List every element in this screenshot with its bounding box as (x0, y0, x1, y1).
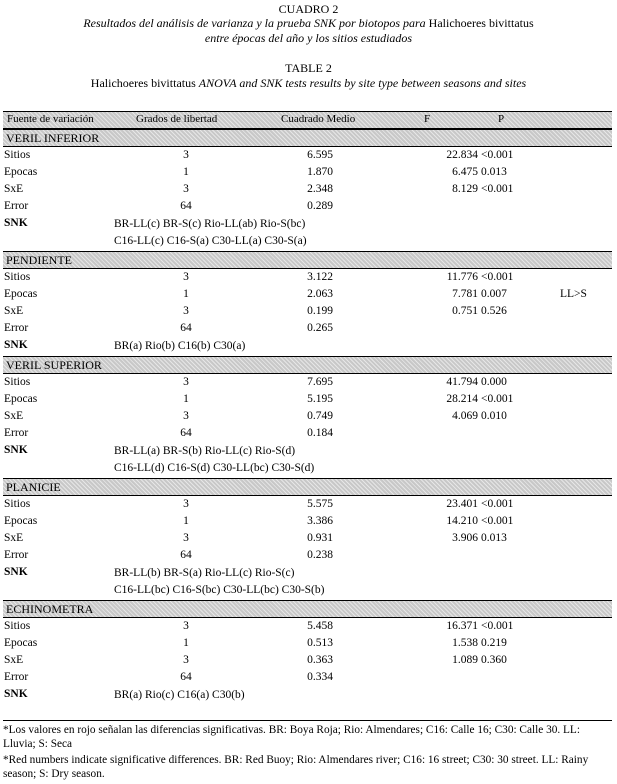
cell-ms: 0.931 (307, 532, 333, 544)
spanish-caption-line1: Resultados del análisis de varianza y la prueba SNK por biotopos para (83, 16, 426, 30)
spanish-caption-line2: entre épocas del año y los sitios estudiados (204, 31, 413, 45)
cell-f: 3.906 (452, 532, 478, 544)
cell-ms: 5.195 (307, 393, 333, 405)
snk-label: SNK (4, 566, 28, 578)
cell-df: 64 (180, 322, 192, 334)
footnote-english: *Red numbers indicate significative differences. BR: Red Buoy; Rio: Almendares river; C16: 16 street; C30: 30 street. LL: Rainy season; S: Dry season. (3, 754, 589, 780)
section-header: PENDIENTE (3, 251, 612, 269)
table-row (3, 269, 612, 286)
table-label: TABLE 2 (285, 61, 332, 75)
snk-line: C16-LL(bc) C16-S(bc) C30-LL(bc) C30-S(b) (114, 584, 325, 596)
cell-df: 3 (183, 654, 189, 666)
cell-df: 3 (183, 532, 189, 544)
snk-label: SNK (4, 444, 28, 456)
spanish-species: Halichoeres bivittatus (428, 16, 534, 30)
cell-source: Epocas (4, 515, 38, 527)
snk-block (3, 686, 612, 705)
table-row (3, 320, 612, 337)
cell-ms: 5.575 (307, 498, 333, 510)
english-species: Halichoeres bivittatus (90, 76, 196, 90)
cell-f: 23.401 (446, 498, 478, 510)
cell-ms: 0.363 (307, 654, 333, 666)
table-row (3, 496, 612, 513)
table-row (3, 181, 612, 198)
header-df: Grados de libertad (136, 113, 218, 125)
cell-df: 3 (183, 183, 189, 195)
cell-ms: 3.122 (307, 271, 333, 283)
cell-source: Error (4, 322, 29, 334)
cell-p: 0.007 (481, 288, 507, 300)
cell-p: 0.013 (481, 166, 507, 178)
cell-df: 1 (183, 288, 189, 300)
cell-ms: 3.386 (307, 515, 333, 527)
table-body (3, 129, 612, 705)
table-row (3, 147, 612, 164)
cell-source: Sitios (4, 498, 31, 510)
cell-extra: LL>S (560, 288, 587, 300)
cell-p: <0.001 (481, 515, 514, 527)
cell-source: Error (4, 671, 29, 683)
snk-label: SNK (4, 217, 28, 229)
cell-source: SxE (4, 305, 24, 317)
anova-table (3, 111, 612, 705)
table-row (3, 652, 612, 669)
spanish-caption (0, 16, 617, 31)
cell-p: <0.001 (481, 393, 514, 405)
cell-source: Sitios (4, 620, 31, 632)
cell-df: 3 (183, 149, 189, 161)
cell-ms: 0.265 (307, 322, 333, 334)
table-row (3, 391, 612, 408)
section-header: VERIL SUPERIOR (3, 356, 612, 374)
section-header: PLANICIE (3, 478, 612, 496)
cell-df: 64 (180, 200, 192, 212)
cell-f: 11.776 (446, 271, 478, 283)
cell-source: Error (4, 427, 29, 439)
cell-ms: 6.595 (307, 149, 333, 161)
cell-f: 8.129 (452, 183, 478, 195)
table-row (3, 374, 612, 391)
table-header (3, 111, 612, 129)
cell-f: 22.834 (446, 149, 478, 161)
cell-p: 0.000 (481, 376, 507, 388)
cell-p: <0.001 (481, 620, 514, 632)
cell-p: 0.013 (481, 532, 507, 544)
cell-source: Error (4, 549, 29, 561)
snk-line: BR(a) Rio(b) C16(b) C30(a) (114, 340, 246, 352)
snk-line: BR(a) Rio(c) C16(a) C30(b) (114, 689, 245, 701)
snk-block (3, 215, 612, 251)
english-caption (0, 76, 617, 91)
snk-line: BR-LL(c) BR-S(c) Rio-LL(ab) Rio-S(bc) (114, 218, 306, 230)
table-row (3, 635, 612, 652)
cell-p: <0.001 (481, 271, 514, 283)
snk-block (3, 442, 612, 478)
cell-df: 64 (180, 427, 192, 439)
cell-ms: 0.238 (307, 549, 333, 561)
cell-source: SxE (4, 532, 24, 544)
cell-p: 0.526 (481, 305, 507, 317)
snk-label: SNK (4, 339, 28, 351)
cell-df: 1 (183, 637, 189, 649)
cell-source: Sitios (4, 376, 31, 388)
table-row (3, 198, 612, 215)
cell-source: Sitios (4, 271, 31, 283)
cell-f: 16.371 (446, 620, 478, 632)
cell-ms: 0.199 (307, 305, 333, 317)
cell-p: 0.219 (481, 637, 507, 649)
cell-source: Epocas (4, 637, 38, 649)
cell-df: 1 (183, 166, 189, 178)
table-row (3, 618, 612, 635)
table-row (3, 513, 612, 530)
cell-ms: 2.063 (307, 288, 333, 300)
cell-source: Sitios (4, 149, 31, 161)
table-row (3, 425, 612, 442)
snk-line: C16-LL(d) C16-S(d) C30-LL(bc) C30-S(d) (114, 462, 315, 474)
table-row (3, 303, 612, 320)
cell-source: Epocas (4, 166, 38, 178)
header-ms: Cuadrado Medio (281, 113, 356, 125)
cell-df: 1 (183, 515, 189, 527)
snk-line: BR-LL(a) BR-S(b) Rio-LL(c) Rio-S(d) (114, 445, 296, 457)
snk-block (3, 337, 612, 356)
table-row (3, 669, 612, 686)
cell-df: 3 (183, 498, 189, 510)
section-header: ECHINOMETRA (3, 600, 612, 618)
cell-df: 64 (180, 549, 192, 561)
cuadro-label: CUADRO 2 (278, 2, 339, 16)
table-footnotes (3, 720, 612, 783)
cell-f: 1.538 (452, 637, 478, 649)
cell-df: 3 (183, 305, 189, 317)
section-header: VERIL INFERIOR (3, 129, 612, 147)
cell-source: SxE (4, 183, 24, 195)
snk-line: BR-LL(b) BR-S(a) Rio-LL(c) Rio-S(c) (114, 567, 295, 579)
table-row (3, 286, 612, 303)
footnote-spanish: *Los valores en rojo señalan las diferencias significativas. BR: Boya Roja; Rio: Almendares; C16: Calle 16; C30: Calle 30. LL: Lluvia; S: Seca (3, 724, 580, 750)
cell-p: <0.001 (481, 498, 514, 510)
english-caption-text: ANOVA and SNK tests results by site type between seasons and sites (198, 76, 527, 90)
cell-f: 4.069 (452, 410, 478, 422)
cell-f: 41.794 (446, 376, 478, 388)
cell-source: Epocas (4, 288, 38, 300)
cell-p: <0.001 (481, 149, 514, 161)
cell-f: 14.210 (446, 515, 478, 527)
cell-p: <0.001 (481, 183, 514, 195)
table-row (3, 547, 612, 564)
cell-ms: 0.289 (307, 200, 333, 212)
cell-f: 7.781 (452, 288, 478, 300)
cell-source: SxE (4, 410, 24, 422)
cell-df: 3 (183, 410, 189, 422)
cell-source: Epocas (4, 393, 38, 405)
cell-f: 1.089 (452, 654, 478, 666)
cell-ms: 0.513 (307, 637, 333, 649)
header-source: Fuente de variación (7, 113, 94, 125)
cell-ms: 0.334 (307, 671, 333, 683)
cell-f: 0.751 (452, 305, 478, 317)
cell-df: 64 (180, 671, 192, 683)
cell-f: 28.214 (446, 393, 478, 405)
table-row (3, 408, 612, 425)
cell-source: Error (4, 200, 29, 212)
cell-df: 3 (183, 620, 189, 632)
cell-ms: 2.348 (307, 183, 333, 195)
cell-p: 0.010 (481, 410, 507, 422)
cell-ms: 1.870 (307, 166, 333, 178)
cell-ms: 7.695 (307, 376, 333, 388)
cell-df: 1 (183, 393, 189, 405)
cell-source: SxE (4, 654, 24, 666)
cell-ms: 0.749 (307, 410, 333, 422)
cell-p: 0.360 (481, 654, 507, 666)
cell-ms: 5.458 (307, 620, 333, 632)
cell-f: 6.475 (452, 166, 478, 178)
cell-df: 3 (183, 376, 189, 388)
cell-df: 3 (183, 271, 189, 283)
table-row (3, 164, 612, 181)
table-row (3, 530, 612, 547)
snk-block (3, 564, 612, 600)
snk-line: C16-LL(c) C16-S(a) C30-LL(a) C30-S(a) (114, 235, 307, 247)
header-p: P (498, 113, 505, 125)
cell-ms: 0.184 (307, 427, 333, 439)
header-f: F (424, 113, 431, 125)
snk-label: SNK (4, 688, 28, 700)
